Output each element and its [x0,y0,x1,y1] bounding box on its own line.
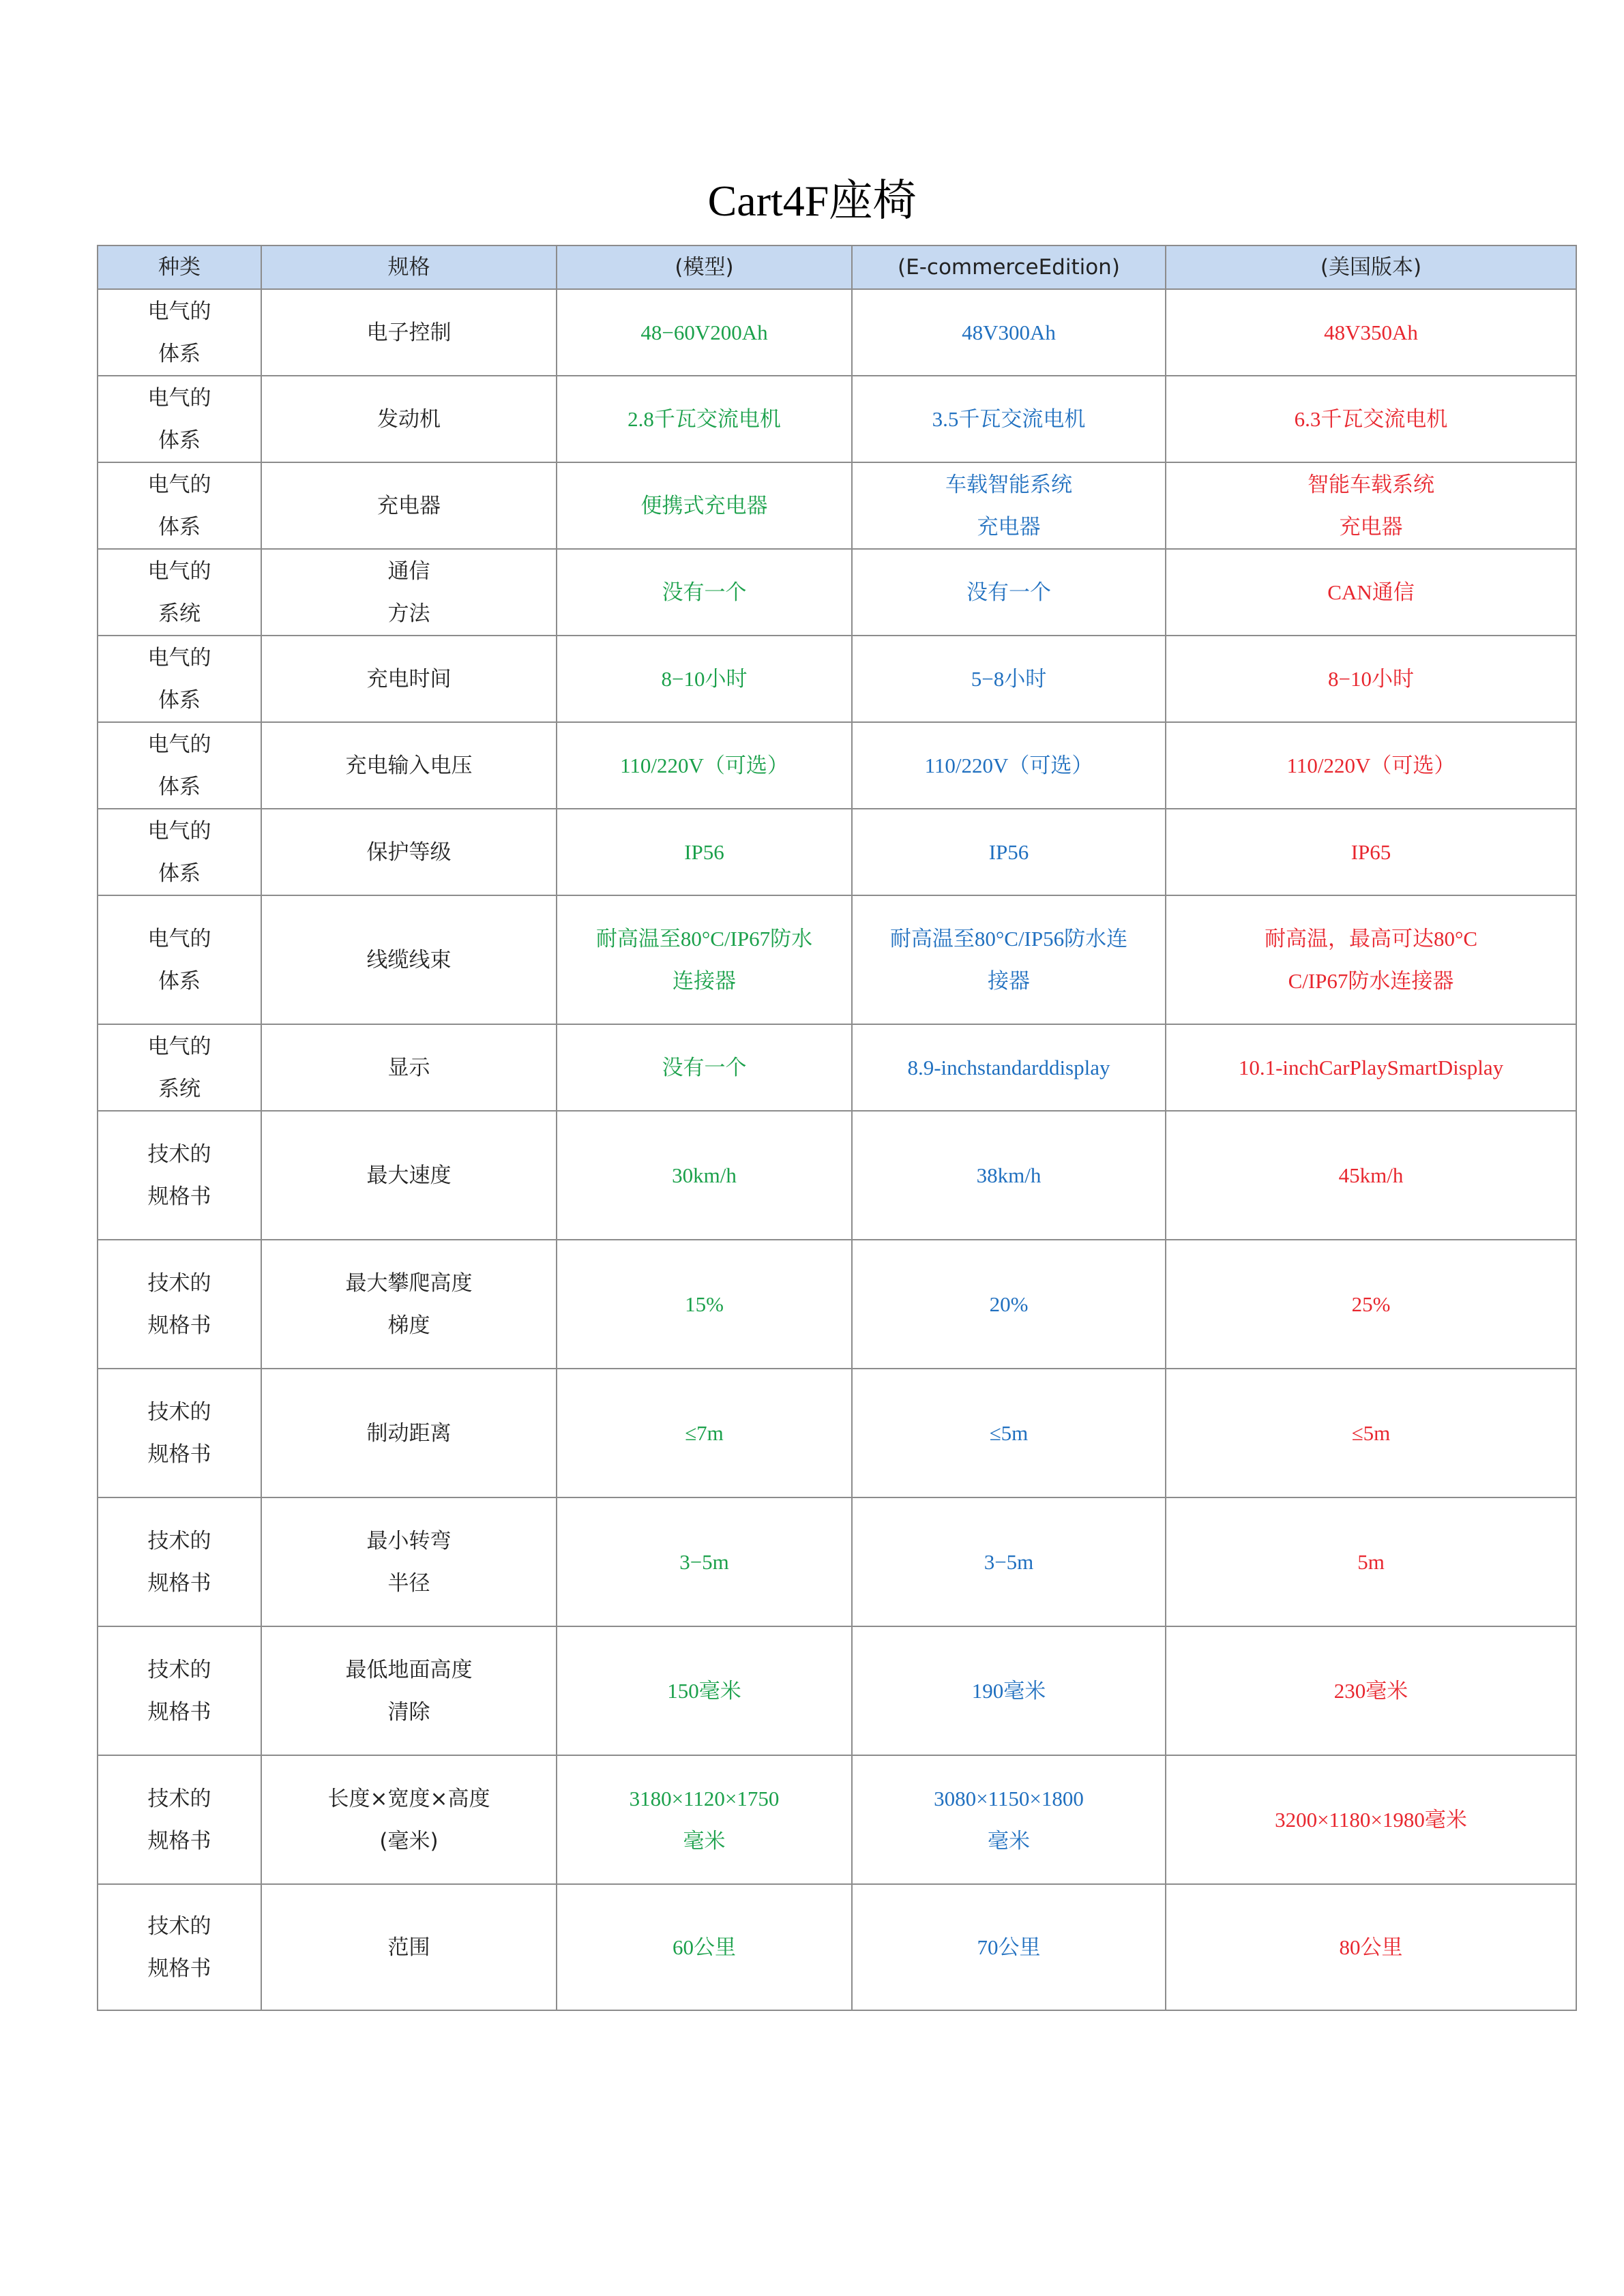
model-value-line: 便携式充电器 [640,493,768,518]
spec-name-line: 充电输入电压 [345,753,473,778]
table-row [98,289,1576,376]
spec-name-cell [261,289,557,376]
category-line: 规格书 [147,1570,211,1596]
us-value-line: 48V350Ah [1324,320,1418,344]
us-value-line: IP65 [1350,839,1391,864]
model-value-cell [557,1024,852,1111]
us-value-cell [1166,895,1576,1024]
ecommerce-value-line: IP56 [988,839,1029,864]
us-value-line: ≤5m [1351,1420,1391,1445]
spec-name-cell [261,1240,557,1369]
model-value-line: 110/220V（可选） [620,753,788,777]
model-value-cell [557,809,852,895]
model-value-line: 48−60V200Ah [640,320,768,344]
model-value-cell [557,549,852,636]
us-value-line: 10.1-inchCarPlaySmartDisplay [1238,1055,1504,1079]
spec-name-cell [261,549,557,636]
us-value-line: 25% [1351,1292,1391,1316]
model-value-line: 15% [685,1292,724,1316]
us-value-line: 80公里 [1339,1935,1403,1959]
ecommerce-value-line: 20% [989,1292,1029,1316]
model-value-cell [557,1884,852,2010]
category-line: 规格书 [147,1313,211,1338]
ecommerce-value-line: 5−8小时 [971,666,1047,691]
spec-name-line: 保护等级 [366,839,452,865]
spec-name-cell [261,1884,557,2010]
category-line: 电气的 [147,558,211,584]
category-line: 技术的 [147,1142,211,1167]
ecommerce-value-cell [852,462,1166,549]
model-value-line: 耐高温至80°C/IP67防水 [595,926,813,951]
header-row [98,245,1576,289]
category-line: 技术的 [147,1528,211,1553]
table-row [98,1626,1576,1755]
header-model: (模型) [557,245,852,289]
model-value-line: 3180×1120×1750 [629,1786,780,1810]
table-row [98,462,1576,549]
ecommerce-value-line: 3080×1150×1800 [934,1786,1084,1810]
spec-name-line: 发动机 [377,406,441,432]
category-line: 电气的 [147,385,211,411]
spec-name-cell [261,1626,557,1755]
table-row [98,636,1576,722]
header-spec: 规格 [261,245,557,289]
us-value-line: C/IP67防水连接器 [1288,968,1454,993]
ecommerce-value-line: 3−5m [984,1549,1034,1574]
model-value-line: ≤7m [685,1420,724,1445]
model-value-line: IP56 [684,839,724,864]
us-value-line: 110/220V（可选） [1286,753,1456,777]
us-value-line: 6.3千瓦交流电机 [1294,406,1448,431]
us-value-line: 充电器 [1339,514,1403,539]
category-line: 体系 [158,514,201,539]
category-line: 技术的 [147,1399,211,1425]
us-value-cell [1166,1024,1576,1111]
spec-name-line: 长度×宽度×高度 [327,1786,490,1811]
spec-name-line: 清除 [387,1699,430,1725]
table-row [98,1755,1576,1884]
ecommerce-value-cell [852,1369,1166,1497]
model-value-line: 没有一个 [662,1055,747,1079]
category-line: 电气的 [147,299,211,324]
ecommerce-value-cell [852,289,1166,376]
ecommerce-value-cell [852,895,1166,1024]
spec-name-line: 最大攀爬高度 [345,1270,473,1296]
ecommerce-value-line: 3.5千瓦交流电机 [932,406,1086,431]
category-cell [98,636,261,722]
category-line: 电气的 [147,1034,211,1059]
category-cell [98,462,261,549]
ecommerce-value-cell [852,1024,1166,1111]
category-cell [98,1497,261,1626]
ecommerce-value-line: 充电器 [977,514,1041,539]
us-value-line: 3200×1180×1980毫米 [1275,1807,1467,1832]
category-line: 电气的 [147,732,211,757]
category-line: 体系 [158,774,201,799]
ecommerce-value-line: 38km/h [976,1163,1042,1187]
category-cell [98,1369,261,1497]
category-line: 规格书 [147,1828,211,1853]
spec-name-line: 线缆线束 [366,947,452,972]
category-line: 技术的 [147,1270,211,1296]
us-value-cell [1166,1497,1576,1626]
ecommerce-value-line: ≤5m [989,1420,1029,1445]
ecommerce-value-cell [852,376,1166,462]
header-category: 种类 [98,245,261,289]
category-cell [98,549,261,636]
spec-name-cell [261,462,557,549]
page-title: Cart4F座椅 [707,177,917,225]
category-cell [98,1111,261,1240]
model-value-cell [557,1240,852,1369]
ecommerce-value-line: 车载智能系统 [945,472,1072,496]
ecommerce-value-cell [852,1884,1166,2010]
spec-table [97,245,1577,2011]
spec-name-line: 最低地面高度 [345,1657,473,1682]
category-line: 规格书 [147,1442,211,1467]
spec-name-line: 通信 [387,558,430,584]
table-row [98,1240,1576,1369]
spec-name-cell [261,1755,557,1884]
category-line: 体系 [158,968,201,994]
us-value-line: 230毫米 [1333,1678,1408,1703]
category-line: 系统 [158,1076,201,1101]
category-cell [98,1024,261,1111]
category-cell [98,289,261,376]
model-value-line: 8−10小时 [661,666,748,691]
category-cell [98,1884,261,2010]
ecommerce-value-cell [852,722,1166,809]
spec-name-cell [261,636,557,722]
model-value-line: 3−5m [679,1549,729,1574]
category-line: 技术的 [147,1657,211,1682]
table-row [98,549,1576,636]
us-value-line: 8−10小时 [1328,666,1414,691]
spec-name-line: (毫米) [379,1828,439,1853]
us-value-cell [1166,1626,1576,1755]
model-value-cell [557,376,852,462]
us-value-line: 耐高温，最高可达80°C [1264,926,1478,951]
us-value-cell [1166,549,1576,636]
ecommerce-value-line: 48V300Ah [962,320,1056,344]
category-cell [98,809,261,895]
spec-name-cell [261,895,557,1024]
spec-name-line: 制动距离 [366,1420,452,1446]
us-value-cell [1166,1240,1576,1369]
spec-name-cell [261,1111,557,1240]
category-line: 体系 [158,687,201,713]
spec-name-line: 最大速度 [366,1163,452,1188]
category-line: 技术的 [147,1913,211,1939]
category-line: 体系 [158,341,201,366]
us-value-line: 智能车载系统 [1308,472,1434,496]
header-us: (美国版本) [1166,245,1576,289]
category-line: 电气的 [147,645,211,670]
table-row [98,1024,1576,1111]
model-value-line: 150毫米 [667,1678,741,1703]
spec-name-line: 半径 [387,1570,430,1596]
table-row [98,809,1576,895]
ecommerce-value-line: 70公里 [977,1935,1041,1959]
us-value-cell [1166,722,1576,809]
category-line: 规格书 [147,1956,211,1981]
ecommerce-value-line: 接器 [988,968,1030,993]
spec-name-cell [261,1024,557,1111]
header-ecommerce: (E-commerceEdition) [852,245,1166,289]
model-value-cell [557,722,852,809]
spec-name-line: 充电器 [377,493,441,518]
ecommerce-value-cell [852,1111,1166,1240]
category-line: 系统 [158,601,201,626]
model-value-cell [557,1111,852,1240]
model-value-line: 60公里 [673,1935,736,1959]
category-cell [98,1240,261,1369]
ecommerce-value-line: 190毫米 [971,1678,1046,1703]
ecommerce-value-cell [852,809,1166,895]
spec-name-line: 方法 [387,601,430,626]
model-value-cell [557,289,852,376]
ecommerce-value-cell [852,636,1166,722]
ecommerce-value-cell [852,1626,1166,1755]
ecommerce-value-cell [852,1240,1166,1369]
table-row [98,1884,1576,2010]
model-value-cell [557,1626,852,1755]
us-value-cell [1166,1884,1576,2010]
spec-name-cell [261,1369,557,1497]
us-value-cell [1166,376,1576,462]
spec-name-line: 充电时间 [366,666,452,691]
us-value-cell [1166,462,1576,549]
ecommerce-value-line: 没有一个 [966,580,1051,604]
table-row [98,895,1576,1024]
model-value-cell [557,1497,852,1626]
category-line: 体系 [158,428,201,453]
category-line: 体系 [158,861,201,886]
category-cell [98,895,261,1024]
spec-name-line: 梯度 [387,1313,430,1338]
model-value-line: 没有一个 [662,580,747,604]
category-line: 规格书 [147,1184,211,1209]
spec-name-cell [261,809,557,895]
category-cell [98,1626,261,1755]
us-value-line: 45km/h [1338,1163,1404,1187]
us-value-cell [1166,1755,1576,1884]
spec-name-cell [261,722,557,809]
us-value-cell [1166,636,1576,722]
table-row [98,1497,1576,1626]
model-value-cell [557,895,852,1024]
model-value-cell [557,636,852,722]
category-line: 技术的 [147,1786,211,1811]
ecommerce-value-line: 毫米 [988,1828,1030,1853]
spec-name-line: 显示 [387,1055,430,1080]
ecommerce-value-cell [852,1755,1166,1884]
category-cell [98,1755,261,1884]
us-value-cell [1166,1111,1576,1240]
model-value-cell [557,1755,852,1884]
model-value-cell [557,462,852,549]
ecommerce-value-line: 8.9-inchstandarddisplay [907,1055,1110,1079]
model-value-cell [557,1369,852,1497]
ecommerce-value-line: 110/220V（可选） [924,753,1093,777]
ecommerce-value-cell [852,1497,1166,1626]
us-value-line: CAN通信 [1327,580,1415,604]
category-line: 电气的 [147,472,211,497]
category-cell [98,722,261,809]
table-row [98,1111,1576,1240]
us-value-cell [1166,809,1576,895]
category-line: 电气的 [147,818,211,844]
model-value-line: 30km/h [672,1163,737,1187]
ecommerce-value-cell [852,549,1166,636]
table-row [98,376,1576,462]
category-line: 规格书 [147,1699,211,1725]
category-line: 电气的 [147,926,211,951]
us-value-line: 5m [1357,1549,1385,1574]
spec-name-cell [261,376,557,462]
model-value-line: 连接器 [673,968,736,993]
spec-name-line: 最小转弯 [366,1528,452,1553]
model-value-line: 2.8千瓦交流电机 [628,406,781,431]
us-value-cell [1166,1369,1576,1497]
spec-name-cell [261,1497,557,1626]
spec-name-line: 电子控制 [366,320,452,345]
table-row [98,722,1576,809]
table-row [98,1369,1576,1497]
us-value-cell [1166,289,1576,376]
category-cell [98,376,261,462]
spec-table-body [98,289,1576,2010]
ecommerce-value-line: 耐高温至80°C/IP56防水连 [889,926,1128,951]
model-value-line: 毫米 [683,1828,726,1853]
spec-name-line: 范围 [387,1935,430,1960]
